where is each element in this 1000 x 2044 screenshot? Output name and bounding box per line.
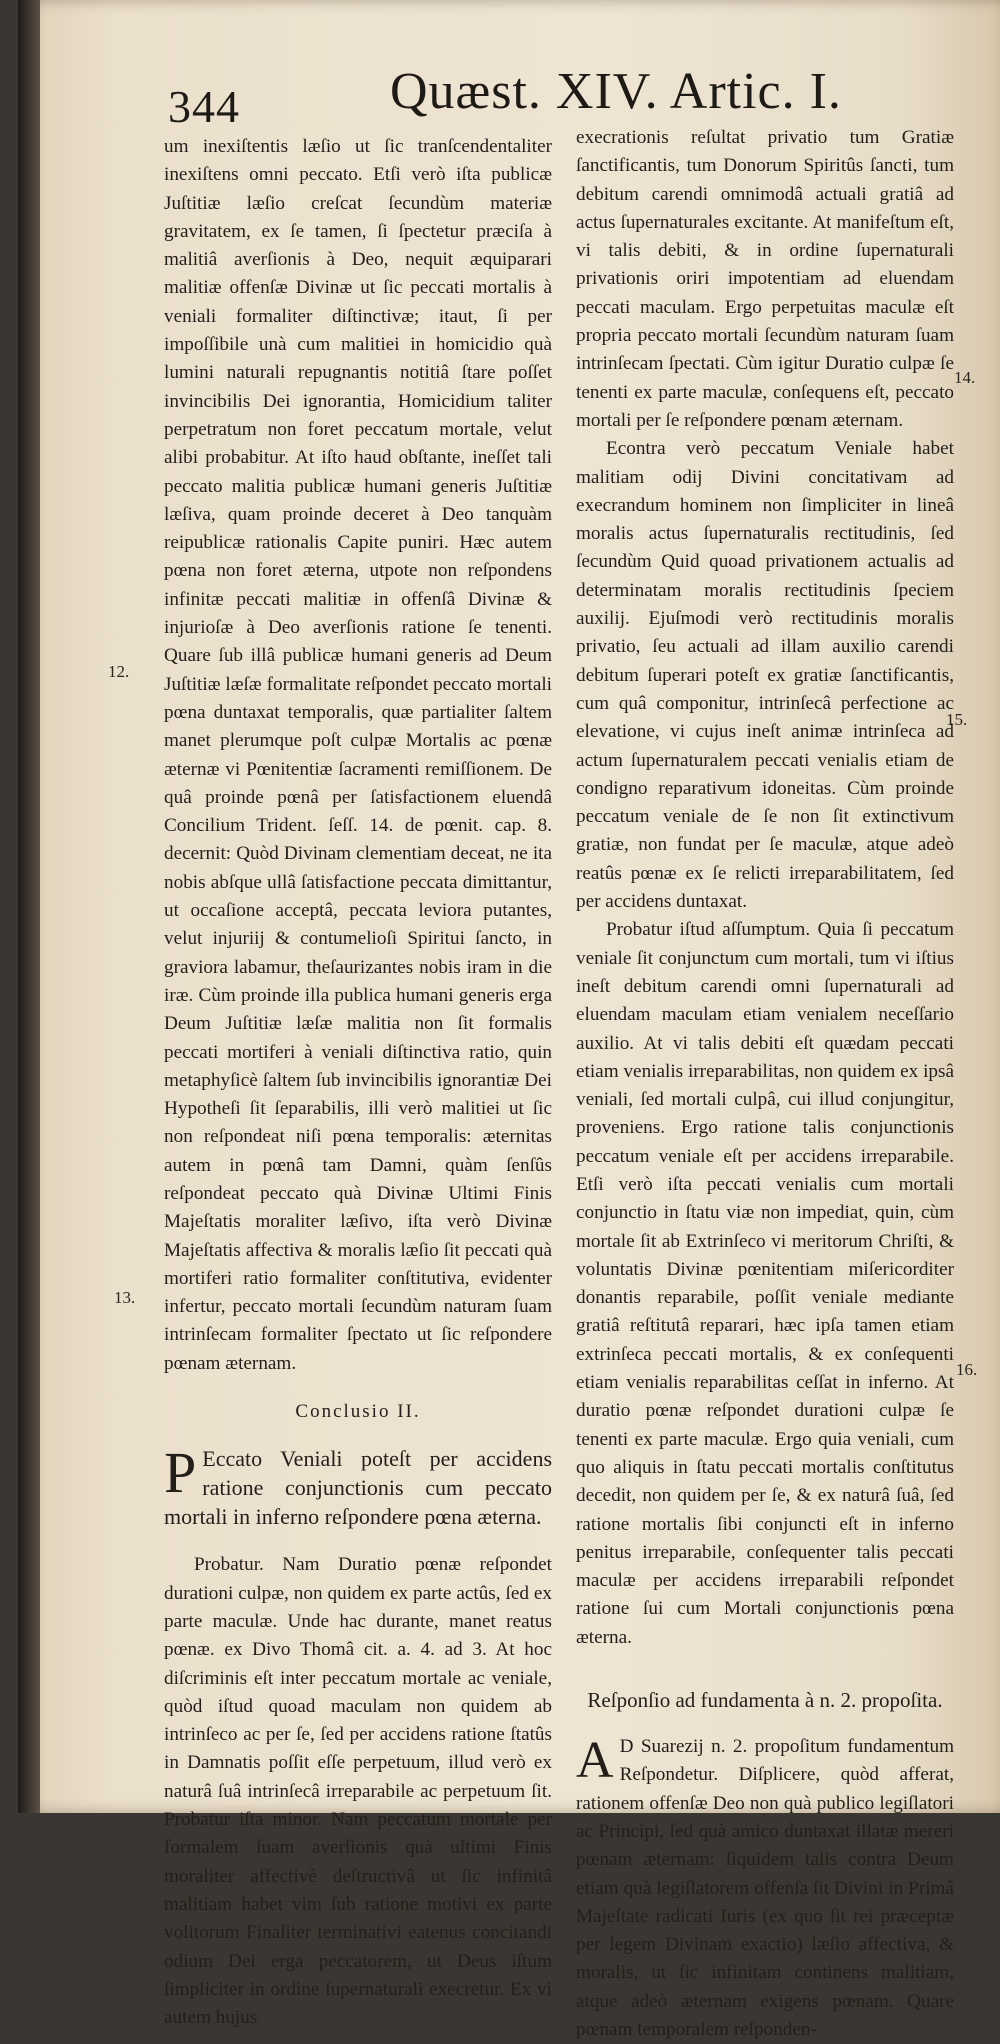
response-paragraph [576,1733,954,2044]
left-column [164,133,552,2032]
response-heading: Reſponſio ad fundamenta à n. 2. propoſita. [587,1688,943,1713]
margin-number-15: 15. [946,710,968,729]
left-paragraph-1: um inexiſtentis læſio ut ſic tranſcendentaliter inexiſtens omni peccato. Etſi verò iſta publicæ Juſtitiæ læſio creſcat ſecundùm materiæ gravitatem, ex ſe tamen, ſi ſpectetur præciſa à malitiâ averſionis à Deo, nequit æquiparari malitiæ offenſæ Divinæ ut ſic peccati mortalis à veniali formaliter diſtinctivæ; itaut, ſi per impoſſibile unà cum malitiei in homicidio quà lumini naturali repugnantis notitiâ ſtare poſſet invincibilis Dei ignorantia, Homicidium taliter perpetratum non foret peccatum mortale, velut alibi probabitur. At iſto haud obſtante, ineſſet tali peccato malitia publicæ humani generis Juſtitiæ læſiva, quam proinde deceret à Deo tanquàm reipublicæ rationalis Capite puniri. Hæc autem pœna non foret æterna, utpote non reſpondens infinitæ peccati malitiæ in offenſâ Divinæ & injurioſæ à Deo averſionis ratione ſe tenenti. Quare ſub illâ publicæ humani generis ad Deum Juſtitiæ læſæ formalitate reſpondet peccato mortali pœna duntaxat temporalis, quæ partialiter ſaltem manet plerumque poſt culpæ Mortalis ac pœnæ æternæ vi Pœnitentiæ ſacramenti remiſſionem. De quâ proinde pœnâ per ſatisfactionem eluendâ Concilium Trident. ſeſſ. 14. de pœnit. cap. 8. decernit: Quòd Divinam clementiam deceat, ne ita nobis abſque ullâ ſatisfactione peccata dimittantur, ut occaſione acceptâ, peccata leviora putantes, velut injuriĳ & contumelioſi Spiritui ſancto, in graviora labamur, theſaurizantes nobis iram in die iræ. Cùm proinde illa publica humani generis erga Deum Juſtitiæ læſæ malitia non ſit formalis peccati mortiferi à veniali diſtinctiva ratio, quin metaphyſicè ſaltem ſub invincibilis ignorantiæ Dei Hypotheſi ſit ſeparabilis, illi verò malitiei ut ſic non reſpondeat niſi pœna temporalis: æternitas autem in pœnâ tam Damni, quàm ſenſûs reſpondeat peccato quà Divinæ Ultimi Finis Majeſtatis moraliter læſivo, iſta verò Divinæ Majeſtatis affectiva & moralis læſio ſit peccati quà mortiferi ratio formaliter conſtitutiva, evidenter infertur, peccato mortali ſecundùm naturam ſuam intrinſecam formaliter ſpectato ut ſic reſpondere pœnam æternam. [164,136,552,1374]
right-paragraph-1: execrationis reſultat privatio tum Gratiæ ſanctificantis, tum Donorum Spiritûs ſancti, tum debitum carendi omnimodâ actuali gratiâ ad actus ſupernaturales excitante. At manifeſtum eſt, vi talis debiti, & in ordine ſupernaturali privationis oriri impotentiam ad eluendam peccati maculam. Ergo perpetuitas maculæ eſt propria peccato mortali ſecundùm naturam ſuam intrinſecam ſpectati. Cùm igitur Duratio culpæ ſe tenenti ex parte maculæ, conſequens eſt, peccato mortali per ſe reſpondere pœnam æternam. [576,127,954,431]
right-paragraph-2: Econtra verò peccatum Veniale habet malitiam odij Divini concitativam ad execrandum hominem non ſimpliciter in lineâ moralis actus ſupernaturalis rectitudinis, ſed ſecundùm Quid quoad privationem actualis ad determinatam moralis rectitudinis ſpeciem auxilij. Ejuſmodi verò rectitudinis moralis privatio, ſeu actuali ad illam auxilio carendi debitum ſuperari poteſt ex gratiæ ſanctificantis, cum quâ componitur, intrinſecâ perfectione ac elevatione, vi cujus ineſt animæ intrinſeca ad actum ſupernaturalem peccati venialis etiam de condigno reparativum idoneitas. Cùm proinde peccatum veniale de ſe non ſit extinctivum gratiæ, non fundat per ſe maculæ, atque adeò reatûs pœnæ ex ſe relicti irreparabilitatem, ſed per accidens duntaxat. [576,438,954,913]
margin-number-14: 14. [954,368,976,387]
response-text: D Suarezij n. 2. propoſitum fundamentum Reſpondetur. Diſplicere, quòd afferat, rationem offenſæ Deo non quà publico legiſlatori ac Principi, ſed quà amico duntaxat illatæ mereri pœnam æternam: ſiquidem talis contra Deum etiam quà legiſlatorem offenſa ſit Divini in Primâ Majeſtate radicati Iuris (ex quo ſit rei præceptæ per legem Divinam exactio) læſio affectiva, & moralis, ut ſic infinitam continens malitiam, atque adeò æternam exigens pœnam. Quare pœnam temporalem reſponden- [576,1736,954,2040]
response-dropcap: A [576,1732,614,1790]
right-paragraph-3: Probatur iſtud aſſumptum. Quia ſi peccatum veniale ſit conjunctum cum mortali, tum vi iſtius ineſt debitum carendi omni ſupernaturali ad eluendam maculam etiam venialem neceſſario auxilio. At vi talis debiti eſt quædam peccati etiam venialis irreparabilitas, non quidem ex ipsâ veniali, ſed mortali culpâ, cui illud conjungitur, proveniens. Ergo ratione talis conjunctionis peccatum veniale eſt per accidens irreparabile. Etſi verò iſta peccati venialis cum mortali conjunctio in ſtatu viæ non impediat, quin, cùm mortale ſit ab Extrinſeco vi meritorum Chriſti, & voluntatis Divinæ pœnitentiam miſericorditer donantis reparabile, poſſit veniale mediante gratiâ reſtitutâ reparari, hæc ipſa tamen etiam extrinſeca peccati mortalis, & ex conſequenti etiam venialis reparabilitas ceſſat in inferno. At duratio pœnæ reſpondet durationi culpæ ſe tenenti ex parte maculæ. Ergo quia veniali, cum quo aliquis in ſtatu peccati mortalis conſtitutus decedit, non quidem per ſe, & ex naturâ ſuâ, ſed ratione mortalis ſibi conjuncti eſt in inferno penitus irreparabile, conſequenter talis peccati maculæ per accidens irreparabili reſpondet ratione ſui cum Mortali conjunctionis pœna æterna. [576,919,954,1648]
book-page [18,0,1000,2040]
conclusion-dropcap: P [164,1440,197,1506]
book-spine [18,0,40,1813]
margin-number-16: 16. [956,1360,978,1379]
margin-number-12: 12. [108,662,130,681]
conclusion-text: Eccato Veniali poteſt per accidens ratione conjunctionis cum peccato mortali in inferno reſpondere pœna æterna. [164,1446,552,1530]
right-column [576,124,954,2044]
left-paragraph-2: Probatur. Nam Duratio pœnæ reſpondet durationi culpæ, non quidem ex parte actûs, ſed ex parte maculæ. Unde hac durante, manet reatus pœnæ. ex Divo Thomâ cit. a. 4. ad 3. At hoc diſcriminis eſt inter peccatum mortale ac veniale, quòd iſtud quoad maculam non quidem ab intrinſeco ac per ſe, ſed per accidens ratione ſtatûs in Damnatis poſſit eſſe perpetuum, illud verò ex naturâ ſuâ intrinſecâ irreparabile ac perpetuum ſit. Probatur iſta minor. Nam peccatum mortale per formalem ſuam averſionis quà ultimi Finis moraliter affectivè deſtructivâ ut ſic infinitâ malitiam habet vim ſub ratione motivi ex parte volitorum Finaliter terminativi eatenus concitandi odium Dei erga peccatorem, ut Deus iſtum ſimpliciter in ordine ſupernaturali execretur. Ex vi autem hujus [164,1554,552,2029]
margin-number-13: 13. [114,1288,136,1307]
page-number: 344 [168,81,240,132]
conclusion-heading: Conclusio II. [295,1401,421,1423]
running-title: Quæst. XIV. Artic. I. [390,63,842,120]
conclusion-statement [164,1440,552,1531]
